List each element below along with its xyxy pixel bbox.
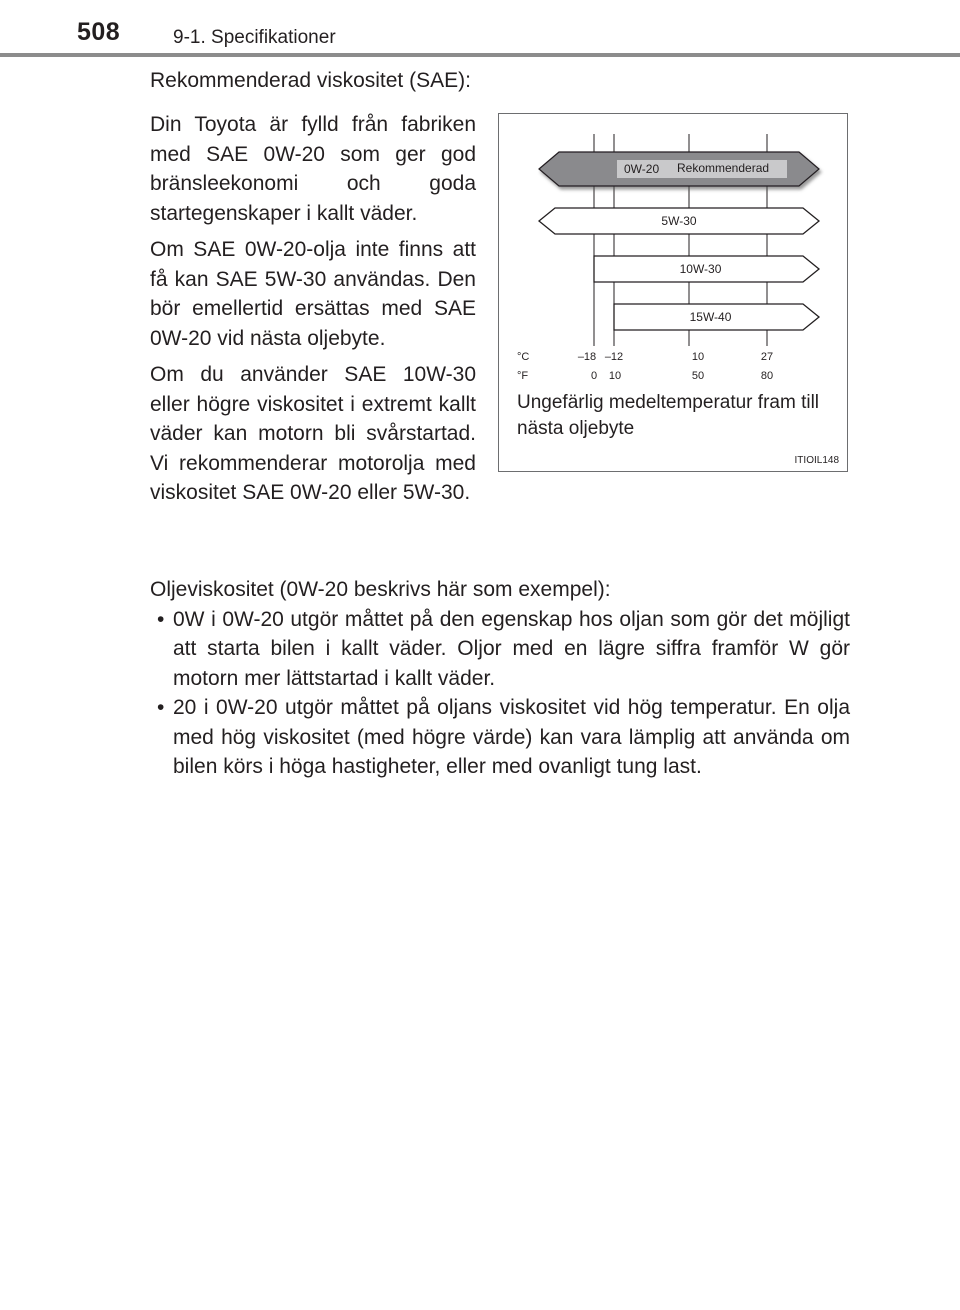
subheading: Rekommenderad viskositet (SAE): [150, 69, 471, 92]
viscosity-explanation [150, 575, 850, 782]
bar-label: 15W-40 [689, 310, 732, 325]
bullet-hot-rating [150, 693, 850, 782]
bar-label: 10W-30 [679, 262, 722, 277]
bar-10w-30 [594, 256, 819, 282]
viscosity-bullets [150, 605, 850, 782]
fahrenheit-tick: 80 [760, 370, 774, 382]
bar-0w-20 [539, 152, 819, 186]
paragraph-factory-fill: Din Toyota är fylld från fabriken med SAE 0W-20 som ger god bränsleekonomi och goda startegenskaper i kallt väder. [150, 113, 476, 225]
fahrenheit-tick: 10 [608, 370, 622, 382]
viscosity-figure [498, 113, 848, 472]
bullet-dot: • [157, 607, 165, 631]
celsius-tick: –12 [604, 351, 624, 363]
viscosity-lead: Oljeviskositet (0W-20 beskrivs här som exempel): [150, 578, 611, 601]
celsius-tick: –18 [577, 351, 597, 363]
bar-label: 5W-30 [661, 214, 697, 229]
left-column [150, 110, 476, 515]
celsius-unit: °C [517, 351, 530, 363]
celsius-tick: 27 [760, 351, 774, 363]
fahrenheit-tick: 50 [691, 370, 705, 382]
celsius-tick: 10 [691, 351, 705, 363]
fahrenheit-unit: °F [517, 370, 529, 382]
bullet-dot: • [157, 696, 165, 719]
bullet-cold-rating [150, 605, 850, 694]
paragraph-cold-weather: Om du använder SAE 10W-30 eller högre viskositet i extremt kallt väder kan motorn bli svårstartad. Vi rekommenderar motorolja med viskositet SAE 0W-20 eller 5W-30. [150, 363, 476, 504]
section-title: 9-1. Specifikationer [173, 27, 336, 48]
bar-label: 0W-20 [624, 162, 660, 177]
page-number: 508 [77, 18, 121, 46]
fahrenheit-tick: 0 [590, 370, 598, 382]
header-rule [0, 53, 960, 57]
figure-code: ITIOIL148 [794, 455, 839, 466]
bar-5w-30 [539, 208, 819, 234]
bullet-text: 0W i 0W-20 utgör måttet på den egenskap hos oljan som gör det möjligt att starta bilen i kallt väder. Oljor med en lägre siffra framför W gör motorn mer lättstartad i kallt väder. [173, 607, 850, 690]
figure-caption: Ungefärlig medeltemperatur fram till nästa oljebyte [517, 392, 820, 439]
bar-15w-40 [614, 304, 819, 330]
paragraph-alternative-oil: Om SAE 0W-20-olja inte finns att få kan SAE 5W-30 användas. Den bör emellertid ersättas med SAE 0W-20 vid nästa oljebyte. [150, 238, 476, 350]
bar-recommended-label: Rekommenderad [677, 161, 770, 176]
bullet-text: 20 i 0W-20 utgör måttet på oljans viskositet vid hög temperatur. En olja med hög viskositet (med högre värde) kan vara lämplig att använda om bilen körs i höga hastigheter, eller med ovanligt tung last. [173, 696, 850, 778]
